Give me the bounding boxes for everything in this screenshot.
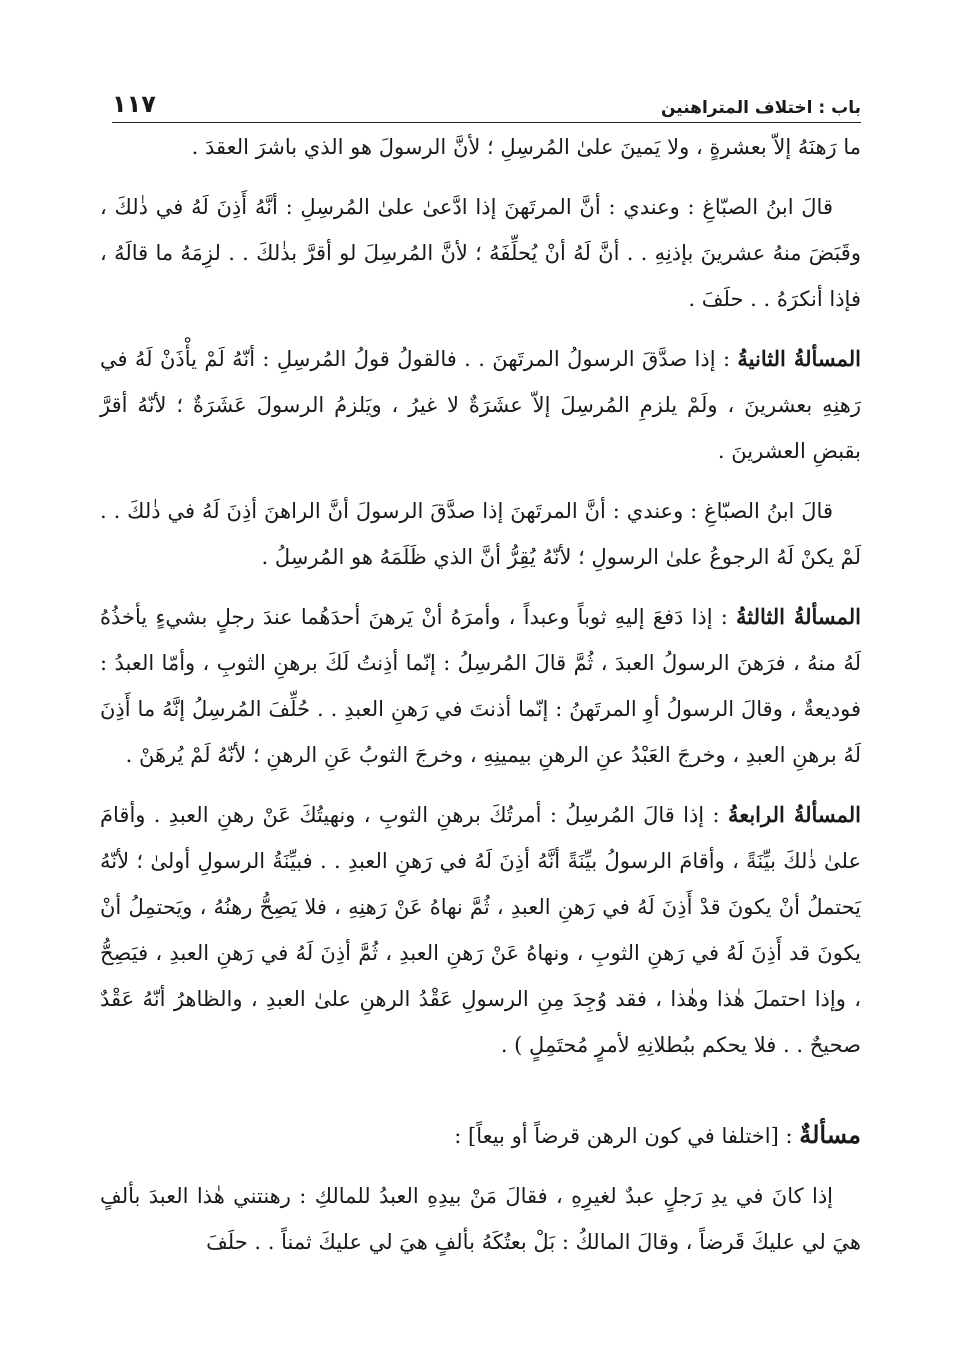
paragraph-lead: المسألةُ الرابعةُ [727, 802, 861, 827]
page-number: ١١٧ [112, 90, 156, 118]
section-title: مسألةٌ [799, 1120, 861, 1149]
paragraph [100, 124, 861, 170]
page-body [100, 124, 861, 1279]
paragraph [100, 488, 861, 580]
paragraph-text: : إذا صدَّقَ الرسولُ المرتَهنَ . . فالقولُ قولُ المُرسِلِ : أنّهُ لَمْ يأْذَنْ لَهُ في رَهنِهِ بعشرينَ ، ولَمْ يلزمِ المُرسِلَ إلاّ عشَرَةٌ لا غيرُ ، ويَلزمُ الرسولَ عَشَرَةٌ ؛ لأنّهُ أقرَّ بقبضِ العشرينَ . [100, 347, 861, 463]
page-header [112, 82, 861, 123]
running-title: باب : اختلاف المتراهنين [661, 98, 861, 118]
paragraph-text: إذا كانَ في يدِ رَجلٍ عبدٌ لغيرِهِ ، فقالَ مَنْ بيدِهِ العبدُ للمالكِ : رهنتني هٰذا العبدَ بألفٍ هيَ لي عليكَ قَرضاً ، وقالَ المالكُ : بَلْ بعتُكَهُ بألفٍ هيَ لي عليكَ ثمناً . . حلَفَ [100, 1184, 861, 1254]
paragraph-text: ما رَهنَهُ إلاّ بعشرةٍ ، ولا يَمينَ علىٰ المُرسِلِ ؛ لأنَّ الرسولَ هو الذي باشرَ العقدَ . [191, 135, 861, 159]
paragraph-lead: المسألةُ الثالثةُ [736, 604, 861, 629]
paragraph [100, 336, 861, 474]
paragraph-lead: المسألةُ الثانيةُ [737, 346, 861, 371]
paragraph-text: قالَ ابنُ الصبّاغِ : وعندي : أنَّ المرتَهنَ إذا صدَّقَ الرسولَ أنَّ الراهنَ أذِنَ لَهُ في ذٰلكَ . . لَمْ يكنْ لَهُ الرجوعُ علىٰ الرسولِ ؛ لأنّهُ يُقِرُّ أنَّ الذي ظَلَمَهُ هو المُرسِلُ . [100, 499, 861, 569]
paragraph [100, 184, 861, 322]
section-subtitle: : [اختلفا في كون الرهن قرضاً أو بيعاً] : [454, 1124, 800, 1148]
paragraph-text: : إذا قالَ المُرسِلُ : أمرتُكَ برهنِ الثوبِ ، ونهيتُكَ عَنْ رهنِ العبدِ . وأقامَ علىٰ ذٰلكَ بيِّنَةً ، وأقامَ الرسولُ بيِّنَةً أنَّهُ أذِنَ لَهُ في رَهنِ العبدِ . . فبيِّنَةُ الرسولِ أولىٰ ؛ لأنّهُ يَحتملُ أنْ يكونَ قدْ أَذِنَ لَهُ في رَهنِ العبدِ ، ثُمَّ نهاهُ عَنْ رَهنِهِ ، فلا يَصِحُّ رهنُهُ ، ويَحتمِلُ أنْ يكونَ قد أَذِنَ لَهُ في رَهنِ الثوبِ ، ونهاهُ عَنْ رَهنِ العبدِ ، ثُمَّ أذِنَ لَهُ في رَهنِ العبدِ ، فيَصِحُّ ، وإذا احتملَ هٰذا وهٰذا ، فقد وُجِدَ مِنِ الرسولِ عَقْدُ الرهنِ علىٰ العبدِ ، والظاهرُ أنّهُ عَقْدٌ صحيحٌ . . فلا يحكم ببُطلانِهِ لأمرٍ مُحتَمِلٍ ) . [100, 803, 861, 1057]
paragraph [100, 594, 861, 778]
paragraph [100, 792, 861, 1068]
paragraph-text: : إذا دَفعَ إليهِ ثوباً وعبداً ، وأمرَهُ أنْ يَرهنَ أحدَهُما عندَ رجلٍ بشيءٍ يأخذُهُ لَهُ منهُ ، فرَهنَ الرسولُ العبدَ ، ثُمَّ قالَ المُرسِلُ : إنّما أذِنتُ لَكَ برهنِ الثوبِ ، وأمّا العبدُ : فوديعةٌ ، وقالَ الرسولُ أوِ المرتَهنُ : إنّما أذنتَ في رَهنِ العبدِ . . حُلِّفَ المُرسِلُ إنَّهُ ما أَذِنَ لَهُ برهنِ العبدِ ، وخرجَ العَبْدُ عنِ الرهنِ بيمينِهِ ، وخرجَ الثوبُ عَنِ الرهنِ ؛ لأنّهُ لَمْ يُرهَنْ . [100, 605, 861, 767]
section-heading [100, 1112, 861, 1159]
paragraph [100, 1173, 861, 1265]
paragraph-text: قالَ ابنُ الصبّاغِ : وعندي : أنَّ المرتَهنَ إذا ادَّعىٰ علىٰ المُرسِلِ : أنَّهُ أَذِنَ لَهُ في ذٰلكَ ، وقَبَضَ منهُ عشرينَ بإذنِهِ . . أنَّ لَهُ أنْ يُحلِّفَهُ ؛ لأنَّ المُرسِلَ لو أقرَّ بذٰلكَ . . لزِمَهُ ما قالَهُ ، فإذا أنكرَهُ . . حلَفَ . [100, 195, 861, 311]
